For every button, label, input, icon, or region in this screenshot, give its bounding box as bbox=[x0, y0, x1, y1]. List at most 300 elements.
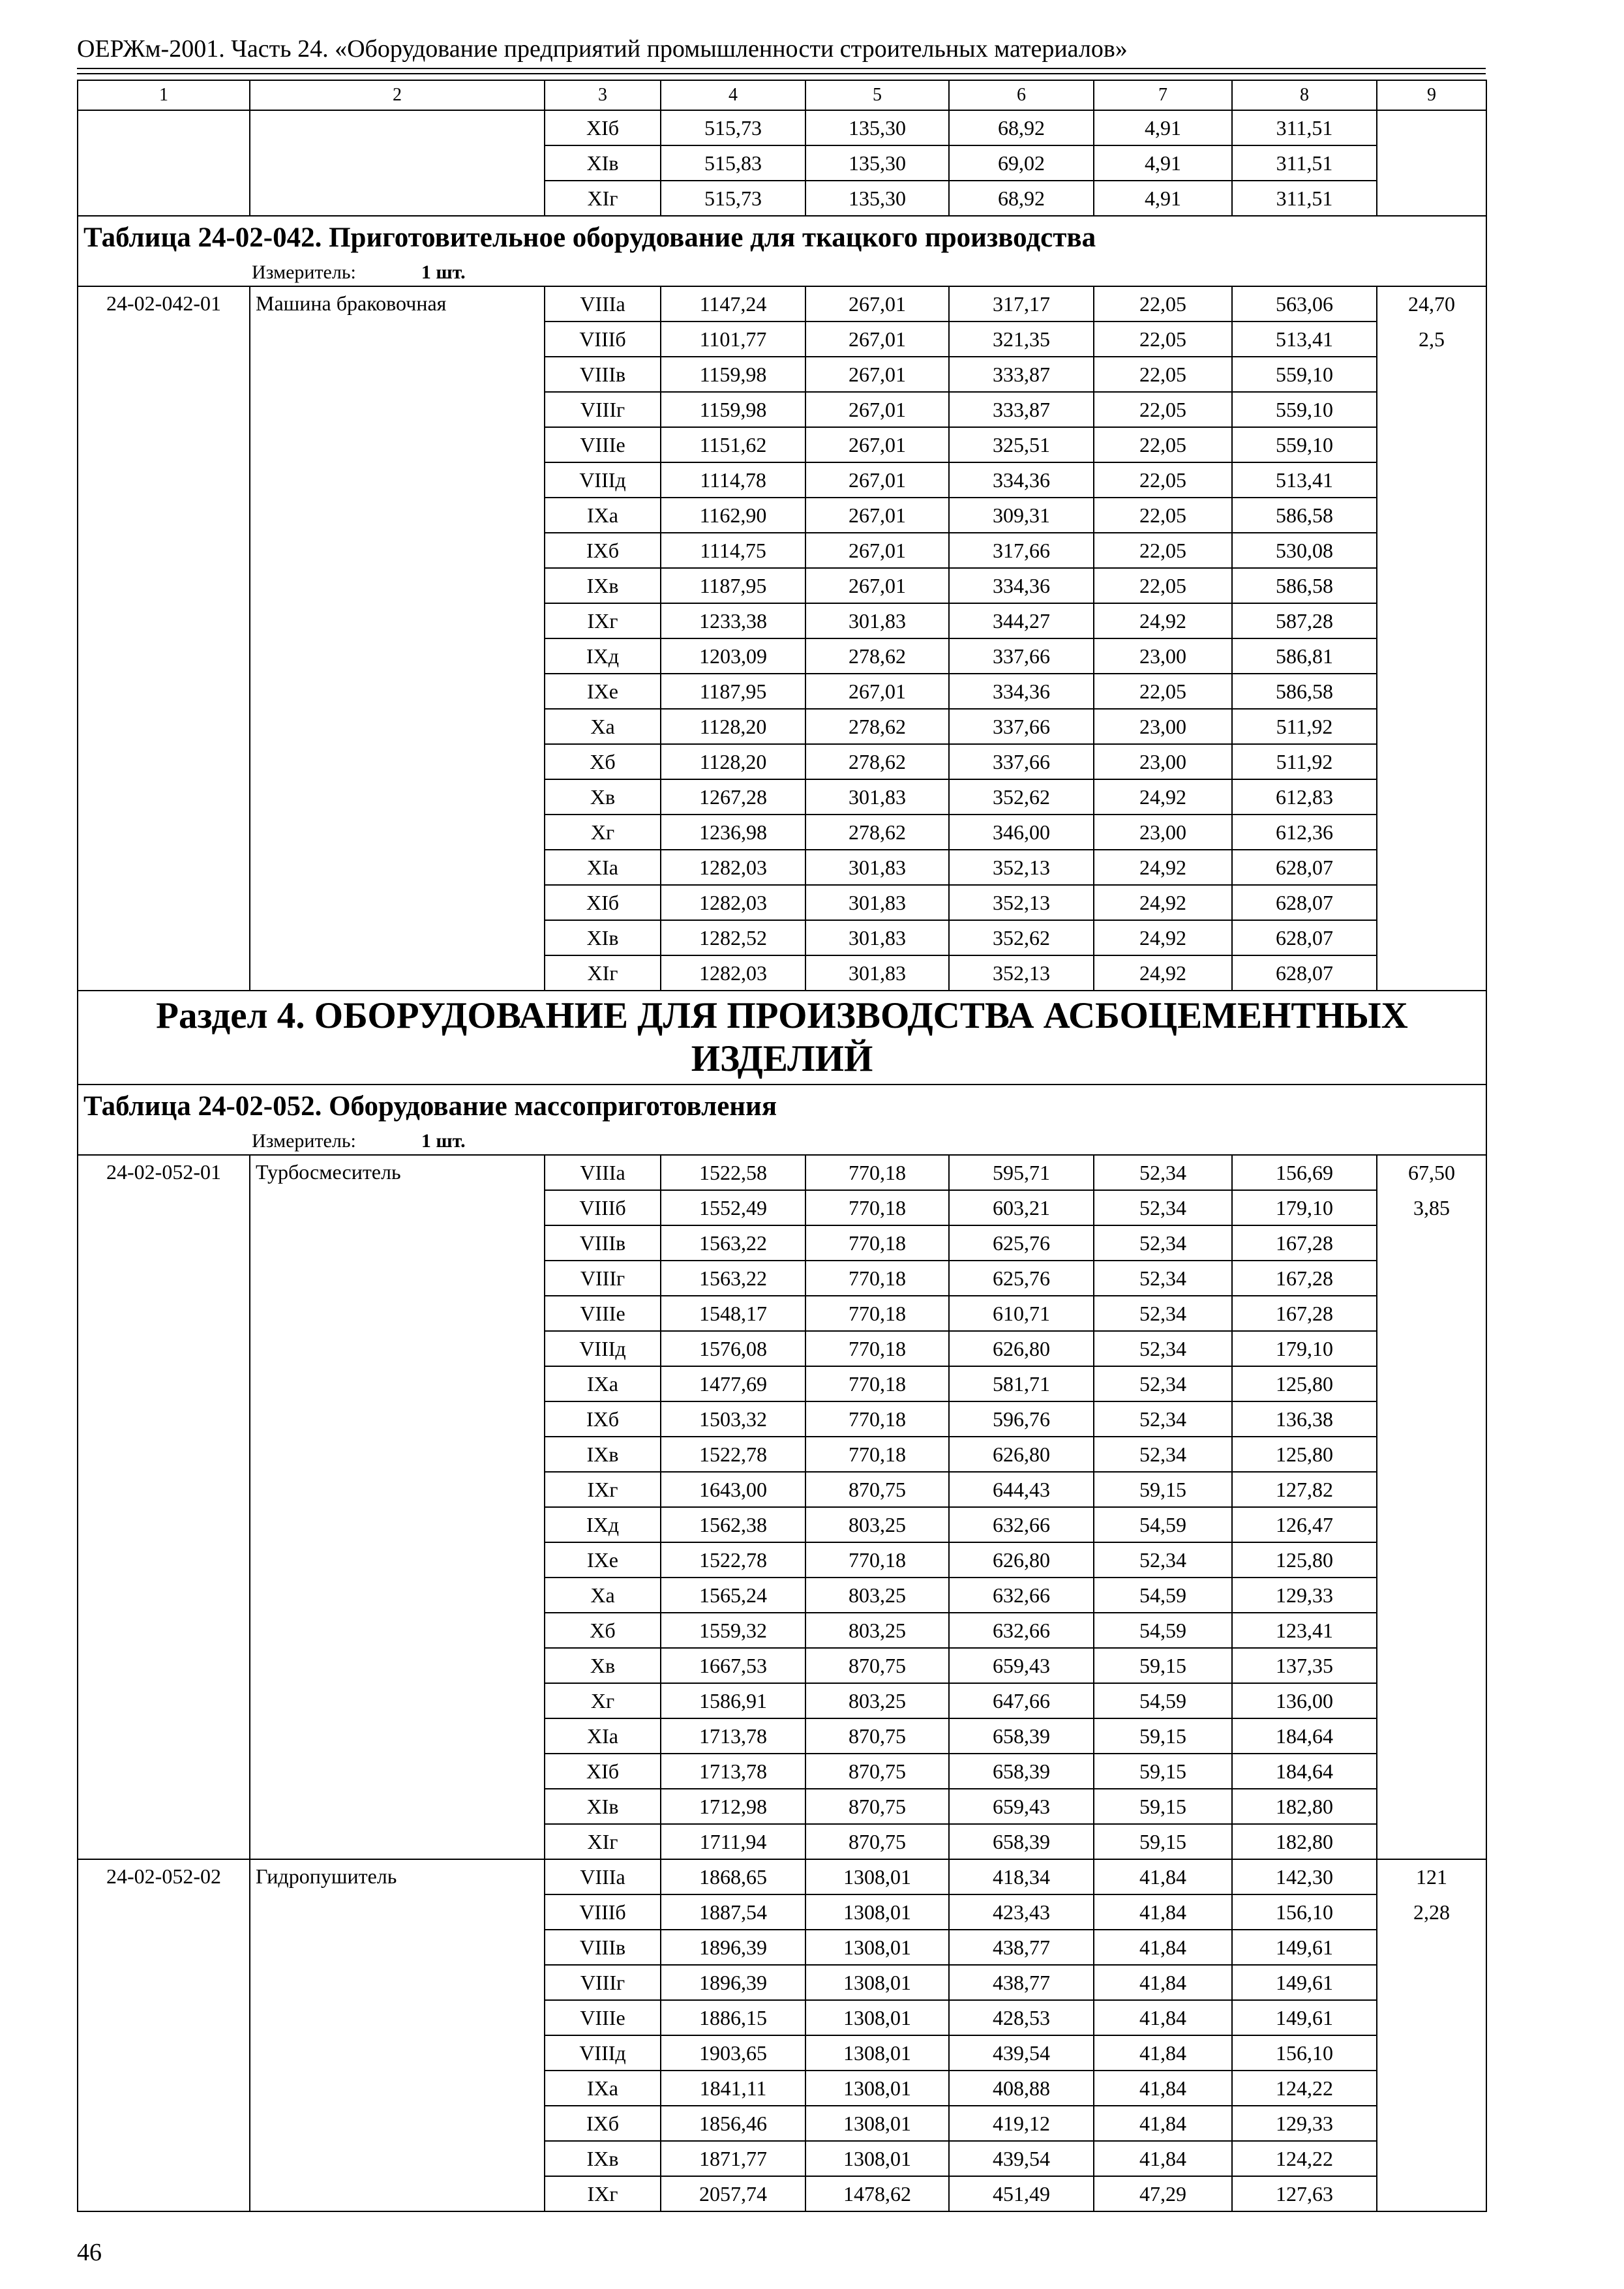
zone-cell: XIг bbox=[545, 955, 661, 991]
value-cell: 24,92 bbox=[1094, 885, 1232, 920]
value-cell: 870,75 bbox=[805, 1824, 949, 1859]
zone-cell: IXг bbox=[545, 603, 661, 638]
value-cell: 563,06 bbox=[1232, 286, 1377, 322]
value-cell: 1308,01 bbox=[805, 2141, 949, 2176]
table-title-row bbox=[78, 216, 1486, 260]
value-cell: 23,00 bbox=[1094, 709, 1232, 744]
value-cell: 41,84 bbox=[1094, 2141, 1232, 2176]
value-cell: 124,22 bbox=[1232, 2141, 1377, 2176]
value-cell: 337,66 bbox=[949, 744, 1094, 779]
zone-cell: VIIIв bbox=[545, 1225, 661, 1261]
column-number: 1 bbox=[78, 80, 250, 110]
extra-value: 24,70 bbox=[1408, 292, 1455, 316]
value-cell: 54,59 bbox=[1094, 1578, 1232, 1613]
value-cell: 41,84 bbox=[1094, 2035, 1232, 2071]
value-cell: 1308,01 bbox=[805, 2000, 949, 2035]
zone-cell: IXа bbox=[545, 2071, 661, 2106]
value-cell: 419,12 bbox=[949, 2106, 1094, 2141]
value-cell: 628,07 bbox=[1232, 850, 1377, 885]
value-cell: 24,92 bbox=[1094, 955, 1232, 991]
value-cell: 325,51 bbox=[949, 427, 1094, 462]
value-cell: 870,75 bbox=[805, 1648, 949, 1683]
value-cell: 52,34 bbox=[1094, 1437, 1232, 1472]
value-cell: 156,69 bbox=[1232, 1155, 1377, 1190]
value-cell: 1101,77 bbox=[661, 322, 805, 357]
value-cell: 439,54 bbox=[949, 2035, 1094, 2071]
zone-cell: XIа bbox=[545, 1718, 661, 1754]
zone-cell: Xа bbox=[545, 1578, 661, 1613]
value-cell: 1868,65 bbox=[661, 1859, 805, 1894]
value-cell: 628,07 bbox=[1232, 920, 1377, 955]
zone-cell: XIб bbox=[545, 110, 661, 145]
column-number: 9 bbox=[1377, 80, 1486, 110]
value-cell: 628,07 bbox=[1232, 885, 1377, 920]
value-cell: 4,91 bbox=[1094, 181, 1232, 216]
value-cell: 1871,77 bbox=[661, 2141, 805, 2176]
value-cell: 135,30 bbox=[805, 181, 949, 216]
value-cell: 267,01 bbox=[805, 427, 949, 462]
value-cell: 438,77 bbox=[949, 1930, 1094, 1965]
value-cell: 1713,78 bbox=[661, 1718, 805, 1754]
zone-cell: Xа bbox=[545, 709, 661, 744]
value-cell: 428,53 bbox=[949, 2000, 1094, 2035]
value-cell: 54,59 bbox=[1094, 1507, 1232, 1542]
zone-cell: XIа bbox=[545, 850, 661, 885]
value-cell: 870,75 bbox=[805, 1789, 949, 1824]
zone-cell: VIIIа bbox=[545, 1859, 661, 1894]
value-cell: 52,34 bbox=[1094, 1366, 1232, 1401]
value-cell: 301,83 bbox=[805, 955, 949, 991]
value-cell: 626,80 bbox=[949, 1331, 1094, 1366]
value-cell: 333,87 bbox=[949, 357, 1094, 392]
value-cell: 658,39 bbox=[949, 1754, 1094, 1789]
value-cell: 22,05 bbox=[1094, 674, 1232, 709]
value-cell: 1282,52 bbox=[661, 920, 805, 955]
value-cell: 610,71 bbox=[949, 1296, 1094, 1331]
zone-cell: XIг bbox=[545, 181, 661, 216]
value-cell: 770,18 bbox=[805, 1261, 949, 1296]
value-cell: 1308,01 bbox=[805, 2071, 949, 2106]
value-cell: 52,34 bbox=[1094, 1331, 1232, 1366]
value-cell: 24,92 bbox=[1094, 779, 1232, 815]
value-cell: 1233,38 bbox=[661, 603, 805, 638]
value-cell: 22,05 bbox=[1094, 427, 1232, 462]
column-number: 8 bbox=[1232, 80, 1377, 110]
value-cell: 587,28 bbox=[1232, 603, 1377, 638]
value-cell: 408,88 bbox=[949, 2071, 1094, 2106]
extra-value: 2,5 bbox=[1419, 327, 1445, 351]
value-cell: 267,01 bbox=[805, 533, 949, 568]
value-cell: 1187,95 bbox=[661, 568, 805, 603]
value-cell: 156,10 bbox=[1232, 2035, 1377, 2071]
value-cell: 1282,03 bbox=[661, 955, 805, 991]
measure-cell bbox=[78, 1128, 1486, 1155]
value-cell: 267,01 bbox=[805, 674, 949, 709]
value-cell: 1643,00 bbox=[661, 1472, 805, 1507]
value-cell: 352,13 bbox=[949, 955, 1094, 991]
value-cell: 184,64 bbox=[1232, 1754, 1377, 1789]
zone-cell: VIIIг bbox=[545, 392, 661, 427]
value-cell: 1308,01 bbox=[805, 1930, 949, 1965]
value-cell: 317,17 bbox=[949, 286, 1094, 322]
zone-cell: VIIIд bbox=[545, 2035, 661, 2071]
value-cell: 352,13 bbox=[949, 885, 1094, 920]
value-cell: 52,34 bbox=[1094, 1155, 1232, 1190]
value-cell: 870,75 bbox=[805, 1718, 949, 1754]
value-cell: 530,08 bbox=[1232, 533, 1377, 568]
value-cell: 23,00 bbox=[1094, 744, 1232, 779]
zone-cell: IXа bbox=[545, 1366, 661, 1401]
value-cell: 24,92 bbox=[1094, 850, 1232, 885]
value-cell: 52,34 bbox=[1094, 1542, 1232, 1578]
value-cell: 1896,39 bbox=[661, 1965, 805, 2000]
value-cell: 301,83 bbox=[805, 850, 949, 885]
value-cell: 586,81 bbox=[1232, 638, 1377, 674]
value-cell: 1552,49 bbox=[661, 1190, 805, 1225]
zone-cell: VIIIб bbox=[545, 1190, 661, 1225]
value-cell: 1522,78 bbox=[661, 1542, 805, 1578]
value-cell: 52,34 bbox=[1094, 1190, 1232, 1225]
value-cell: 41,84 bbox=[1094, 1965, 1232, 2000]
value-cell: 513,41 bbox=[1232, 322, 1377, 357]
value-cell: 24,92 bbox=[1094, 603, 1232, 638]
value-cell: 52,34 bbox=[1094, 1401, 1232, 1437]
column-number: 6 bbox=[949, 80, 1094, 110]
zone-cell: VIIIг bbox=[545, 1965, 661, 2000]
value-cell: 267,01 bbox=[805, 392, 949, 427]
value-cell: 267,01 bbox=[805, 286, 949, 322]
page-header: ОЕРЖм-2001. Часть 24. «Оборудование предприятий промышленности строительных материалов» bbox=[77, 35, 1128, 63]
value-cell: 41,84 bbox=[1094, 2106, 1232, 2141]
value-cell: 1128,20 bbox=[661, 744, 805, 779]
value-cell: 625,76 bbox=[949, 1225, 1094, 1261]
value-cell: 770,18 bbox=[805, 1331, 949, 1366]
value-cell: 1477,69 bbox=[661, 1366, 805, 1401]
column-number-row bbox=[78, 80, 1486, 110]
zone-cell: XIб bbox=[545, 1754, 661, 1789]
value-cell: 137,35 bbox=[1232, 1648, 1377, 1683]
zone-cell: IXд bbox=[545, 1507, 661, 1542]
value-cell: 803,25 bbox=[805, 1613, 949, 1648]
item-code: 24-02-052-02 bbox=[78, 1859, 250, 2211]
value-cell: 1203,09 bbox=[661, 638, 805, 674]
item-code bbox=[78, 110, 250, 216]
value-cell: 559,10 bbox=[1232, 357, 1377, 392]
measure-row bbox=[78, 1128, 1486, 1155]
value-cell: 24,92 bbox=[1094, 920, 1232, 955]
value-cell: 278,62 bbox=[805, 709, 949, 744]
value-cell: 267,01 bbox=[805, 568, 949, 603]
value-cell: 47,29 bbox=[1094, 2176, 1232, 2211]
value-cell: 4,91 bbox=[1094, 110, 1232, 145]
value-cell: 344,27 bbox=[949, 603, 1094, 638]
value-cell: 352,62 bbox=[949, 779, 1094, 815]
measure-row bbox=[78, 260, 1486, 286]
value-cell: 586,58 bbox=[1232, 568, 1377, 603]
value-cell: 184,64 bbox=[1232, 1718, 1377, 1754]
zone-cell: XIв bbox=[545, 920, 661, 955]
zone-cell: Xб bbox=[545, 744, 661, 779]
value-cell: 1712,98 bbox=[661, 1789, 805, 1824]
value-cell: 123,41 bbox=[1232, 1613, 1377, 1648]
value-cell: 127,82 bbox=[1232, 1472, 1377, 1507]
value-cell: 59,15 bbox=[1094, 1824, 1232, 1859]
value-cell: 352,13 bbox=[949, 850, 1094, 885]
extra-value: 3,85 bbox=[1413, 1196, 1450, 1219]
value-cell: 1308,01 bbox=[805, 1894, 949, 1930]
value-cell: 770,18 bbox=[805, 1366, 949, 1401]
value-cell: 149,61 bbox=[1232, 2000, 1377, 2035]
measure-label: Измеритель: bbox=[252, 1130, 356, 1152]
zone-cell: VIIIг bbox=[545, 1261, 661, 1296]
value-cell: 334,36 bbox=[949, 568, 1094, 603]
value-cell: 59,15 bbox=[1094, 1648, 1232, 1683]
value-cell: 311,51 bbox=[1232, 110, 1377, 145]
value-cell: 1896,39 bbox=[661, 1930, 805, 1965]
value-cell: 278,62 bbox=[805, 638, 949, 674]
value-cell: 182,80 bbox=[1232, 1824, 1377, 1859]
value-cell: 770,18 bbox=[805, 1542, 949, 1578]
value-cell: 301,83 bbox=[805, 920, 949, 955]
table-row bbox=[78, 110, 1486, 145]
value-cell: 321,35 bbox=[949, 322, 1094, 357]
zone-cell: VIIIа bbox=[545, 1155, 661, 1190]
value-cell: 1576,08 bbox=[661, 1331, 805, 1366]
value-cell: 1151,62 bbox=[661, 427, 805, 462]
value-cell: 23,00 bbox=[1094, 638, 1232, 674]
value-cell: 333,87 bbox=[949, 392, 1094, 427]
zone-cell: IXе bbox=[545, 674, 661, 709]
zone-cell: XIб bbox=[545, 885, 661, 920]
value-cell: 22,05 bbox=[1094, 357, 1232, 392]
value-cell: 612,83 bbox=[1232, 779, 1377, 815]
measure-cell bbox=[78, 260, 1486, 286]
zone-cell: IXд bbox=[545, 638, 661, 674]
value-cell: 41,84 bbox=[1094, 1859, 1232, 1894]
value-cell: 41,84 bbox=[1094, 1894, 1232, 1930]
item-name: Гидропушитель bbox=[250, 1859, 545, 2211]
table-title: Таблица 24-02-042. Приготовительное оборудование для ткацкого производства bbox=[78, 216, 1486, 260]
value-cell: 1667,53 bbox=[661, 1648, 805, 1683]
value-cell: 22,05 bbox=[1094, 533, 1232, 568]
value-cell: 337,66 bbox=[949, 638, 1094, 674]
zone-cell: XIг bbox=[545, 1824, 661, 1859]
value-cell: 346,00 bbox=[949, 815, 1094, 850]
zone-cell: Xг bbox=[545, 815, 661, 850]
value-cell: 22,05 bbox=[1094, 392, 1232, 427]
value-cell: 595,71 bbox=[949, 1155, 1094, 1190]
table-title-row bbox=[78, 1085, 1486, 1128]
value-cell: 1308,01 bbox=[805, 2035, 949, 2071]
value-cell: 1187,95 bbox=[661, 674, 805, 709]
value-cell: 136,38 bbox=[1232, 1401, 1377, 1437]
value-cell: 41,84 bbox=[1094, 2071, 1232, 2106]
value-cell: 301,83 bbox=[805, 885, 949, 920]
zone-cell: IXб bbox=[545, 1401, 661, 1437]
value-cell: 124,22 bbox=[1232, 2071, 1377, 2106]
value-cell: 1159,98 bbox=[661, 392, 805, 427]
value-cell: 68,92 bbox=[949, 110, 1094, 145]
extra-cell bbox=[1377, 286, 1486, 991]
value-cell: 129,33 bbox=[1232, 2106, 1377, 2141]
value-cell: 22,05 bbox=[1094, 286, 1232, 322]
value-cell: 1559,32 bbox=[661, 1613, 805, 1648]
value-cell: 52,34 bbox=[1094, 1225, 1232, 1261]
value-cell: 1267,28 bbox=[661, 779, 805, 815]
value-cell: 803,25 bbox=[805, 1578, 949, 1613]
value-cell: 22,05 bbox=[1094, 322, 1232, 357]
value-cell: 22,05 bbox=[1094, 462, 1232, 498]
extra-cell bbox=[1377, 1155, 1486, 1859]
value-cell: 1548,17 bbox=[661, 1296, 805, 1331]
value-cell: 1522,78 bbox=[661, 1437, 805, 1472]
value-cell: 135,30 bbox=[805, 110, 949, 145]
value-cell: 311,51 bbox=[1232, 145, 1377, 181]
value-cell: 559,10 bbox=[1232, 392, 1377, 427]
column-number: 2 bbox=[250, 80, 545, 110]
extra-value: 121 bbox=[1416, 1865, 1447, 1889]
item-code: 24-02-052-01 bbox=[78, 1155, 250, 1859]
rates-table bbox=[77, 80, 1487, 2212]
value-cell: 439,54 bbox=[949, 2141, 1094, 2176]
value-cell: 59,15 bbox=[1094, 1718, 1232, 1754]
value-cell: 125,80 bbox=[1232, 1437, 1377, 1472]
value-cell: 586,58 bbox=[1232, 674, 1377, 709]
extra-value: 2,28 bbox=[1413, 1900, 1450, 1924]
measure-unit: 1 шт. bbox=[421, 1130, 466, 1152]
page-number: 46 bbox=[77, 2239, 102, 2266]
column-number: 3 bbox=[545, 80, 661, 110]
value-cell: 52,34 bbox=[1094, 1261, 1232, 1296]
value-cell: 136,00 bbox=[1232, 1683, 1377, 1718]
value-cell: 770,18 bbox=[805, 1155, 949, 1190]
value-cell: 625,76 bbox=[949, 1261, 1094, 1296]
extra-cell bbox=[1377, 1859, 1486, 2211]
value-cell: 167,28 bbox=[1232, 1261, 1377, 1296]
value-cell: 22,05 bbox=[1094, 498, 1232, 533]
value-cell: 586,58 bbox=[1232, 498, 1377, 533]
value-cell: 1162,90 bbox=[661, 498, 805, 533]
zone-cell: IXг bbox=[545, 1472, 661, 1507]
value-cell: 301,83 bbox=[805, 779, 949, 815]
item-name bbox=[250, 110, 545, 216]
value-cell: 658,39 bbox=[949, 1824, 1094, 1859]
value-cell: 1563,22 bbox=[661, 1261, 805, 1296]
item-name: Машина браковочная bbox=[250, 286, 545, 991]
value-cell: 418,34 bbox=[949, 1859, 1094, 1894]
zone-cell: IXб bbox=[545, 533, 661, 568]
zone-cell: IXв bbox=[545, 2141, 661, 2176]
value-cell: 647,66 bbox=[949, 1683, 1094, 1718]
value-cell: 1308,01 bbox=[805, 1859, 949, 1894]
value-cell: 1711,94 bbox=[661, 1824, 805, 1859]
value-cell: 423,43 bbox=[949, 1894, 1094, 1930]
value-cell: 1114,78 bbox=[661, 462, 805, 498]
value-cell: 278,62 bbox=[805, 815, 949, 850]
zone-cell: VIIIб bbox=[545, 1894, 661, 1930]
value-cell: 770,18 bbox=[805, 1190, 949, 1225]
value-cell: 334,36 bbox=[949, 462, 1094, 498]
value-cell: 267,01 bbox=[805, 498, 949, 533]
value-cell: 644,43 bbox=[949, 1472, 1094, 1507]
value-cell: 1282,03 bbox=[661, 885, 805, 920]
value-cell: 1562,38 bbox=[661, 1507, 805, 1542]
value-cell: 803,25 bbox=[805, 1507, 949, 1542]
value-cell: 68,92 bbox=[949, 181, 1094, 216]
value-cell: 1478,62 bbox=[805, 2176, 949, 2211]
value-cell: 59,15 bbox=[1094, 1754, 1232, 1789]
zone-cell: VIIIд bbox=[545, 462, 661, 498]
value-cell: 309,31 bbox=[949, 498, 1094, 533]
value-cell: 156,10 bbox=[1232, 1894, 1377, 1930]
value-cell: 1128,20 bbox=[661, 709, 805, 744]
zone-cell: IXа bbox=[545, 498, 661, 533]
item-name: Турбосмеситель bbox=[250, 1155, 545, 1859]
value-cell: 1282,03 bbox=[661, 850, 805, 885]
extra-cell bbox=[1377, 110, 1486, 216]
value-cell: 127,63 bbox=[1232, 2176, 1377, 2211]
value-cell: 167,28 bbox=[1232, 1296, 1377, 1331]
value-cell: 69,02 bbox=[949, 145, 1094, 181]
value-cell: 515,73 bbox=[661, 110, 805, 145]
value-cell: 581,71 bbox=[949, 1366, 1094, 1401]
section-title-row bbox=[78, 991, 1486, 1085]
value-cell: 1236,98 bbox=[661, 815, 805, 850]
value-cell: 267,01 bbox=[805, 357, 949, 392]
value-cell: 317,66 bbox=[949, 533, 1094, 568]
column-number: 4 bbox=[661, 80, 805, 110]
zone-cell: VIIIе bbox=[545, 2000, 661, 2035]
value-cell: 149,61 bbox=[1232, 1965, 1377, 2000]
value-cell: 135,30 bbox=[805, 145, 949, 181]
column-number: 7 bbox=[1094, 80, 1232, 110]
column-number: 5 bbox=[805, 80, 949, 110]
value-cell: 41,84 bbox=[1094, 1930, 1232, 1965]
value-cell: 511,92 bbox=[1232, 709, 1377, 744]
zone-cell: VIIIб bbox=[545, 322, 661, 357]
value-cell: 352,62 bbox=[949, 920, 1094, 955]
zone-cell: Xб bbox=[545, 1613, 661, 1648]
value-cell: 1563,22 bbox=[661, 1225, 805, 1261]
header-rule-top bbox=[77, 68, 1486, 69]
value-cell: 1147,24 bbox=[661, 286, 805, 322]
value-cell: 179,10 bbox=[1232, 1190, 1377, 1225]
value-cell: 659,43 bbox=[949, 1648, 1094, 1683]
zone-cell: IXб bbox=[545, 2106, 661, 2141]
value-cell: 658,39 bbox=[949, 1718, 1094, 1754]
item-code: 24-02-042-01 bbox=[78, 286, 250, 991]
value-cell: 626,80 bbox=[949, 1542, 1094, 1578]
value-cell: 142,30 bbox=[1232, 1859, 1377, 1894]
value-cell: 626,80 bbox=[949, 1437, 1094, 1472]
value-cell: 1565,24 bbox=[661, 1578, 805, 1613]
section-title: Раздел 4. ОБОРУДОВАНИЕ ДЛЯ ПРОИЗВОДСТВА АСБОЦЕМЕНТНЫХ ИЗДЕЛИЙ bbox=[78, 991, 1486, 1085]
value-cell: 126,47 bbox=[1232, 1507, 1377, 1542]
value-cell: 515,73 bbox=[661, 181, 805, 216]
value-cell: 179,10 bbox=[1232, 1331, 1377, 1366]
value-cell: 59,15 bbox=[1094, 1472, 1232, 1507]
value-cell: 515,83 bbox=[661, 145, 805, 181]
value-cell: 337,66 bbox=[949, 709, 1094, 744]
value-cell: 301,83 bbox=[805, 603, 949, 638]
value-cell: 770,18 bbox=[805, 1225, 949, 1261]
value-cell: 167,28 bbox=[1232, 1225, 1377, 1261]
value-cell: 870,75 bbox=[805, 1754, 949, 1789]
value-cell: 632,66 bbox=[949, 1507, 1094, 1542]
measure-unit: 1 шт. bbox=[421, 262, 466, 283]
value-cell: 59,15 bbox=[1094, 1789, 1232, 1824]
value-cell: 1841,11 bbox=[661, 2071, 805, 2106]
